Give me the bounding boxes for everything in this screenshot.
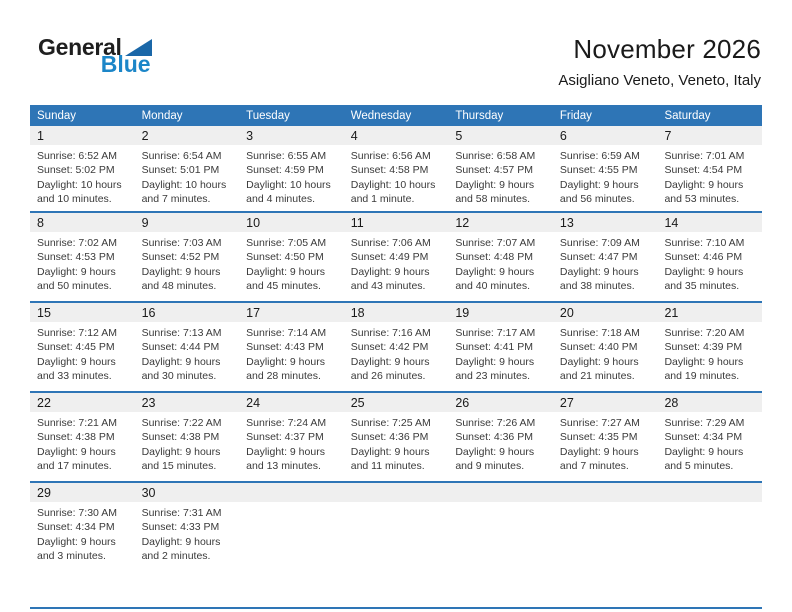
sunset-text: Sunset: 5:02 PM	[37, 164, 115, 177]
sunset-text: Sunset: 4:57 PM	[455, 164, 533, 177]
sunset-text: Sunset: 4:38 PM	[141, 431, 220, 444]
footer-rule	[30, 607, 762, 609]
day-number: 25	[350, 396, 365, 410]
day-number: 18	[350, 306, 365, 320]
day-number: 6	[559, 129, 567, 143]
day-number: 1	[37, 129, 44, 143]
day-number: 14	[664, 216, 679, 230]
sunset-text: Sunset: 4:37 PM	[246, 431, 324, 444]
day-number-strip	[30, 393, 762, 412]
day-cell	[30, 412, 135, 474]
sunset-text: Sunset: 4:35 PM	[559, 431, 638, 444]
sunrise-text: Sunrise: 7:02 AM	[37, 237, 117, 249]
day-cell	[344, 412, 449, 474]
sunrise-text: Sunrise: 7:09 AM	[559, 237, 640, 249]
sunset-text: Sunset: 4:34 PM	[37, 521, 115, 534]
day-number: 8	[37, 216, 44, 230]
sunrise-text: Sunrise: 6:56 AM	[350, 150, 431, 162]
daylight-text-line1: Daylight: 10 hours	[350, 178, 436, 191]
day-cell	[344, 502, 449, 564]
sunrise-text: Sunrise: 7:06 AM	[350, 237, 431, 249]
day-cell	[344, 145, 449, 207]
sunrise-text: Sunrise: 7:31 AM	[141, 507, 222, 519]
day-cell	[239, 412, 344, 474]
daylight-text-line2: and 23 minutes.	[455, 370, 531, 383]
week-row	[30, 301, 762, 391]
day-cell	[657, 412, 762, 474]
day-cell	[657, 322, 762, 384]
week-details	[30, 232, 762, 294]
daylight-text-line1: Daylight: 9 hours	[664, 355, 744, 368]
daylight-text-line1: Daylight: 9 hours	[559, 355, 639, 368]
day-number-strip	[30, 483, 762, 502]
day-number-strip	[30, 213, 762, 232]
week-details	[30, 412, 762, 474]
day-cell	[239, 145, 344, 207]
sunrise-text: Sunrise: 6:58 AM	[455, 150, 536, 162]
sunrise-text: Sunrise: 7:26 AM	[455, 417, 536, 429]
daylight-text-line1: Daylight: 9 hours	[246, 355, 325, 368]
daylight-text-line2: and 26 minutes.	[350, 370, 426, 383]
sunset-text: Sunset: 4:41 PM	[455, 341, 533, 354]
sunset-text: Sunset: 4:59 PM	[246, 164, 324, 177]
daylight-text-line2: and 38 minutes.	[559, 280, 635, 293]
day-cell	[657, 502, 762, 564]
sunrise-text: Sunrise: 7:07 AM	[455, 237, 536, 249]
sunset-text: Sunset: 4:39 PM	[664, 341, 743, 354]
daylight-text-line2: and 21 minutes.	[559, 370, 635, 383]
day-cell	[30, 145, 135, 207]
day-number	[239, 483, 344, 502]
sunset-text: Sunset: 4:36 PM	[350, 431, 429, 444]
week-details	[30, 322, 762, 384]
weekday-saturday: Saturday	[664, 109, 711, 122]
daylight-text-line1: Daylight: 9 hours	[246, 265, 325, 278]
day-number: 12	[455, 216, 470, 230]
page-subtitle: Asigliano Veneto, Veneto, Italy	[558, 72, 761, 89]
day-cell	[553, 412, 658, 474]
sunrise-text: Sunrise: 7:03 AM	[141, 237, 222, 249]
sunset-text: Sunset: 4:44 PM	[141, 341, 220, 354]
daylight-text-line2: and 35 minutes.	[664, 280, 740, 293]
week-row	[30, 481, 762, 571]
weekday-wednesday: Wednesday	[350, 109, 412, 122]
sunrise-text: Sunrise: 6:52 AM	[37, 150, 117, 162]
weekday-sunday: Sunday	[37, 109, 77, 122]
sunset-text: Sunset: 4:52 PM	[141, 251, 220, 264]
day-number: 17	[246, 306, 261, 320]
week-row	[30, 211, 762, 301]
day-cell	[135, 322, 240, 384]
day-number	[344, 483, 449, 502]
daylight-text-line2: and 53 minutes.	[664, 193, 740, 206]
daylight-text-line1: Daylight: 9 hours	[664, 445, 744, 458]
daylight-text-line2: and 7 minutes.	[559, 460, 629, 473]
daylight-text-line2: and 33 minutes.	[37, 370, 112, 383]
day-cell	[135, 232, 240, 294]
daylight-text-line1: Daylight: 9 hours	[664, 265, 744, 278]
sunrise-text: Sunrise: 7:22 AM	[141, 417, 222, 429]
day-number: 29	[37, 486, 51, 500]
sunset-text: Sunset: 4:50 PM	[246, 251, 324, 264]
sunset-text: Sunset: 4:36 PM	[455, 431, 533, 444]
day-cell	[657, 232, 762, 294]
sunset-text: Sunset: 4:33 PM	[141, 521, 220, 534]
daylight-text-line1: Daylight: 9 hours	[559, 178, 639, 191]
day-cell	[448, 232, 553, 294]
day-cell	[553, 145, 658, 207]
sunrise-text: Sunrise: 7:05 AM	[246, 237, 327, 249]
week-row	[30, 126, 762, 211]
day-number	[553, 483, 658, 502]
daylight-text-line1: Daylight: 9 hours	[350, 445, 430, 458]
sunrise-text: Sunrise: 7:29 AM	[664, 417, 745, 429]
day-number: 7	[664, 129, 672, 143]
day-number: 23	[141, 396, 156, 410]
weekday-thursday: Thursday	[455, 109, 504, 122]
sunset-text: Sunset: 4:38 PM	[37, 431, 115, 444]
daylight-text-line2: and 9 minutes.	[455, 460, 525, 473]
daylight-text-line2: and 45 minutes.	[246, 280, 321, 293]
daylight-text-line2: and 7 minutes.	[141, 193, 211, 206]
weekday-friday: Friday	[559, 109, 592, 122]
day-cell	[553, 502, 658, 564]
day-cell	[30, 322, 135, 384]
daylight-text-line1: Daylight: 9 hours	[141, 445, 221, 458]
daylight-text-line2: and 1 minute.	[350, 193, 415, 206]
day-number: 11	[350, 216, 364, 230]
day-cell	[448, 145, 553, 207]
week-details	[30, 502, 762, 564]
sunrise-text: Sunrise: 6:55 AM	[246, 150, 327, 162]
day-cell	[344, 232, 449, 294]
daylight-text-line2: and 40 minutes.	[455, 280, 531, 293]
sunrise-text: Sunrise: 7:18 AM	[559, 327, 640, 339]
daylight-text-line2: and 19 minutes.	[664, 370, 740, 383]
daylight-text-line1: Daylight: 9 hours	[141, 535, 221, 548]
day-number: 22	[37, 396, 51, 410]
daylight-text-line2: and 43 minutes.	[350, 280, 426, 293]
day-number: 9	[141, 216, 149, 230]
calendar-table	[30, 105, 762, 571]
day-cell	[30, 232, 135, 294]
day-number: 30	[141, 486, 156, 500]
sunset-text: Sunset: 4:49 PM	[350, 251, 429, 264]
sunrise-text: Sunrise: 7:17 AM	[455, 327, 536, 339]
daylight-text-line2: and 2 minutes.	[141, 550, 211, 563]
day-number: 28	[664, 396, 679, 410]
sunset-text: Sunset: 4:43 PM	[246, 341, 324, 354]
daylight-text-line2: and 50 minutes.	[37, 280, 112, 293]
daylight-text-line1: Daylight: 10 hours	[246, 178, 331, 191]
daylight-text-line2: and 10 minutes.	[37, 193, 112, 206]
day-cell	[135, 502, 240, 564]
sunrise-text: Sunrise: 7:27 AM	[559, 417, 640, 429]
sunrise-text: Sunrise: 7:16 AM	[350, 327, 431, 339]
daylight-text-line1: Daylight: 9 hours	[37, 445, 116, 458]
sunrise-text: Sunrise: 7:01 AM	[664, 150, 745, 162]
daylight-text-line2: and 17 minutes.	[37, 460, 112, 473]
day-number: 20	[559, 306, 574, 320]
day-number: 4	[350, 129, 358, 143]
calendar-grid	[30, 126, 762, 571]
daylight-text-line2: and 3 minutes.	[37, 550, 106, 563]
day-number: 24	[246, 396, 261, 410]
week-details	[30, 145, 762, 207]
daylight-text-line1: Daylight: 9 hours	[246, 445, 325, 458]
day-cell	[135, 412, 240, 474]
day-number: 10	[246, 216, 261, 230]
general-blue-logo	[38, 36, 152, 76]
sunset-text: Sunset: 4:47 PM	[559, 251, 638, 264]
daylight-text-line2: and 11 minutes.	[350, 460, 425, 473]
day-number: 2	[141, 129, 149, 143]
sunset-text: Sunset: 4:42 PM	[350, 341, 429, 354]
daylight-text-line1: Daylight: 9 hours	[559, 265, 639, 278]
day-number-strip	[30, 126, 762, 145]
day-cell	[239, 232, 344, 294]
daylight-text-line2: and 15 minutes.	[141, 460, 217, 473]
daylight-text-line2: and 58 minutes.	[455, 193, 531, 206]
day-number: 16	[141, 306, 156, 320]
day-cell	[135, 145, 240, 207]
weekday-monday: Monday	[141, 109, 183, 122]
sunset-text: Sunset: 4:53 PM	[37, 251, 115, 264]
day-cell	[553, 322, 658, 384]
sunset-text: Sunset: 4:45 PM	[37, 341, 115, 354]
daylight-text-line2: and 4 minutes.	[246, 193, 316, 206]
day-number: 26	[455, 396, 470, 410]
page-title: November 2026	[573, 34, 761, 64]
daylight-text-line1: Daylight: 9 hours	[559, 445, 639, 458]
day-cell	[344, 322, 449, 384]
day-number	[657, 483, 762, 502]
daylight-text-line1: Daylight: 9 hours	[37, 535, 116, 548]
day-number: 19	[455, 306, 470, 320]
sunrise-text: Sunrise: 7:12 AM	[37, 327, 117, 339]
day-cell	[657, 145, 762, 207]
sunrise-text: Sunrise: 7:13 AM	[141, 327, 222, 339]
week-row	[30, 391, 762, 481]
day-number: 3	[246, 129, 254, 143]
daylight-text-line2: and 5 minutes.	[664, 460, 734, 473]
daylight-text-line2: and 28 minutes.	[246, 370, 321, 383]
weekday-header-row	[30, 105, 762, 126]
weekday-tuesday: Tuesday	[246, 109, 290, 122]
daylight-text-line1: Daylight: 10 hours	[37, 178, 122, 191]
daylight-text-line1: Daylight: 9 hours	[455, 265, 535, 278]
daylight-text-line1: Daylight: 9 hours	[37, 265, 116, 278]
sunset-text: Sunset: 4:48 PM	[455, 251, 533, 264]
day-number	[448, 483, 553, 502]
sunset-text: Sunset: 4:46 PM	[664, 251, 743, 264]
sunrise-text: Sunrise: 7:25 AM	[350, 417, 431, 429]
day-cell	[239, 502, 344, 564]
sunrise-text: Sunrise: 7:10 AM	[664, 237, 745, 249]
day-number: 21	[664, 306, 679, 320]
day-number: 5	[455, 129, 463, 143]
daylight-text-line2: and 56 minutes.	[559, 193, 635, 206]
sunrise-text: Sunrise: 6:54 AM	[141, 150, 222, 162]
daylight-text-line1: Daylight: 9 hours	[455, 178, 535, 191]
daylight-text-line1: Daylight: 9 hours	[455, 355, 535, 368]
daylight-text-line1: Daylight: 9 hours	[455, 445, 535, 458]
day-number: 27	[559, 396, 574, 410]
day-number-strip	[30, 303, 762, 322]
day-cell	[448, 412, 553, 474]
sunset-text: Sunset: 4:54 PM	[664, 164, 743, 177]
sunrise-text: Sunrise: 7:24 AM	[246, 417, 327, 429]
sunset-text: Sunset: 4:40 PM	[559, 341, 638, 354]
daylight-text-line2: and 30 minutes.	[141, 370, 217, 383]
sunset-text: Sunset: 4:55 PM	[559, 164, 638, 177]
daylight-text-line1: Daylight: 10 hours	[141, 178, 227, 191]
daylight-text-line1: Daylight: 9 hours	[350, 265, 430, 278]
sunset-text: Sunset: 4:58 PM	[350, 164, 429, 177]
sunrise-text: Sunrise: 7:21 AM	[37, 417, 117, 429]
sunset-text: Sunset: 5:01 PM	[141, 164, 220, 177]
sunrise-text: Sunrise: 7:20 AM	[664, 327, 745, 339]
day-number: 13	[559, 216, 574, 230]
daylight-text-line1: Daylight: 9 hours	[664, 178, 744, 191]
sunrise-text: Sunrise: 6:59 AM	[559, 150, 640, 162]
sunrise-text: Sunrise: 7:14 AM	[246, 327, 327, 339]
daylight-text-line1: Daylight: 9 hours	[141, 355, 221, 368]
day-cell	[239, 322, 344, 384]
daylight-text-line2: and 13 minutes.	[246, 460, 321, 473]
day-cell	[448, 502, 553, 564]
sunset-text: Sunset: 4:34 PM	[664, 431, 743, 444]
daylight-text-line1: Daylight: 9 hours	[141, 265, 221, 278]
day-cell	[30, 502, 135, 564]
daylight-text-line1: Daylight: 9 hours	[350, 355, 430, 368]
logo-text-general: General	[38, 34, 122, 60]
logo-text-blue: Blue	[100, 51, 151, 77]
day-number: 15	[37, 306, 51, 320]
day-cell	[553, 232, 658, 294]
daylight-text-line1: Daylight: 9 hours	[37, 355, 116, 368]
day-cell	[448, 322, 553, 384]
sunrise-text: Sunrise: 7:30 AM	[37, 507, 117, 519]
title-block	[558, 34, 761, 89]
daylight-text-line2: and 48 minutes.	[141, 280, 217, 293]
